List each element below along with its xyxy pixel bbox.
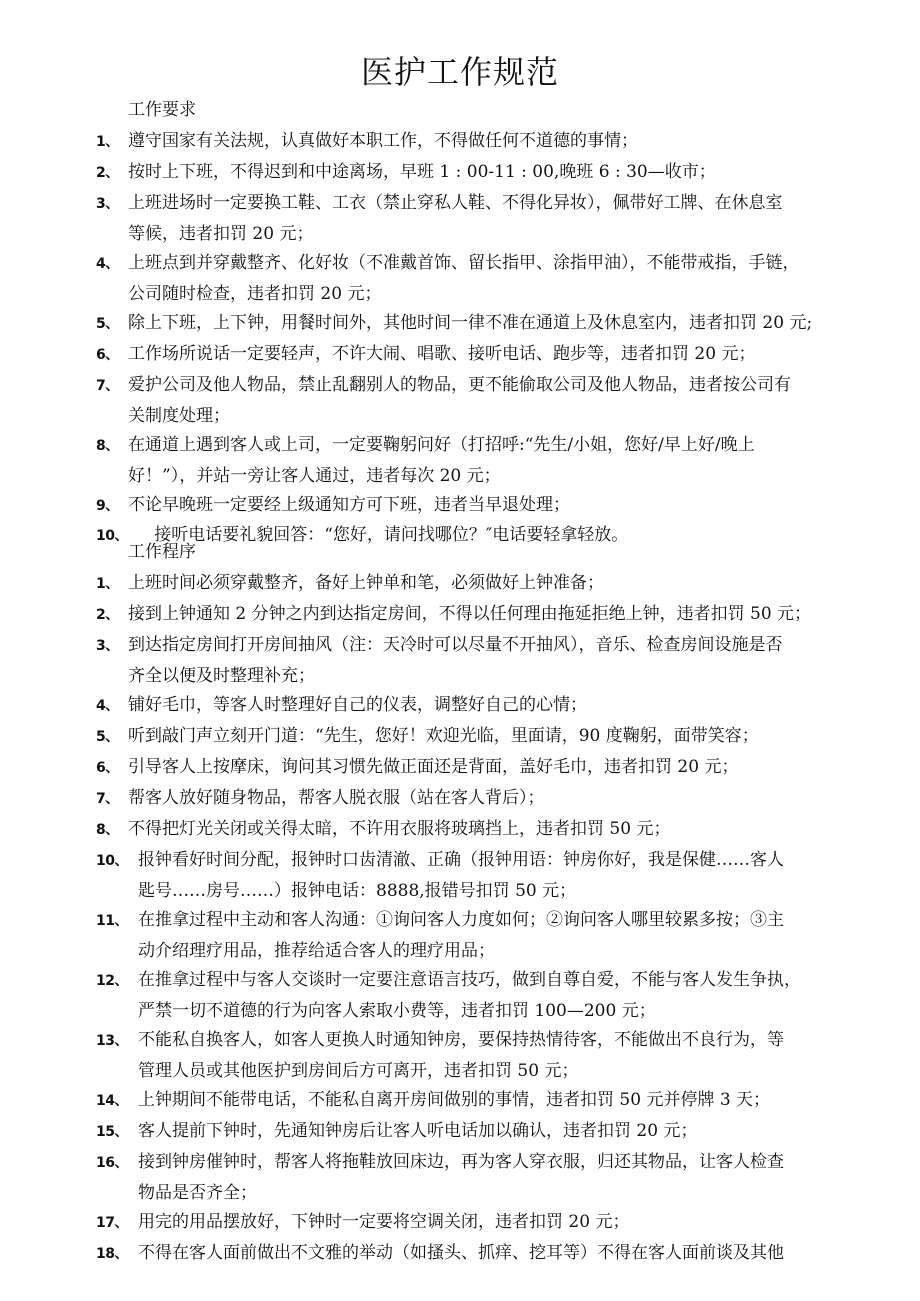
list-item-number: 12、 (96, 973, 128, 989)
list-item-line (96, 1147, 866, 1178)
list-item-line (96, 996, 866, 1027)
list-item (96, 845, 866, 907)
list-item-text: 等候，违者扣罚 20 元； (128, 224, 314, 244)
list-item-text: 工作场所说话一定要轻声，不许大闹、唱歌、接听电话、跑步等，违者扣罚 20 元； (128, 344, 756, 364)
list-item-text: 严禁一切不道德的行为向客人索取小费等，违者扣罚 100—200 元； (138, 1001, 656, 1021)
list-item-line (96, 876, 866, 907)
list-item (96, 126, 866, 157)
list-item-number: 16、 (96, 1155, 128, 1171)
list-item (96, 248, 866, 310)
list-item-text: 遵守国家有关法规，认真做好本职工作，不得做任何不道德的事情； (128, 131, 638, 151)
list-item (96, 630, 866, 692)
list-item-text: 除上下班，上下钟，用餐时间外，其他时间一律不准在通道上及休息室内，违者扣罚 20 元; (128, 313, 813, 333)
list-item-line (96, 430, 866, 461)
list-item-number: 13、 (96, 1033, 128, 1049)
list-item-line (96, 520, 866, 551)
list-item (96, 814, 866, 845)
list-item (96, 1116, 866, 1147)
list-item-number: 3、 (96, 638, 119, 654)
list-item-number: 15、 (96, 1124, 128, 1140)
list-item-line (96, 845, 866, 876)
list-item-text: 接到上钟通知 2 分钟之内到达指定房间，不得以任何理由拖延拒绝上钟，违者扣罚 50 元； (128, 604, 812, 624)
list-item-text: 引导客人上按摩床，询问其习惯先做正面还是背面，盖好毛巾，违者扣罚 20 元； (128, 757, 739, 777)
list-item-line (96, 1116, 866, 1147)
list-item-text: 不得把灯光关闭或关得太暗，不许用衣服将玻璃挡上，违者扣罚 50 元； (128, 819, 671, 839)
list-item-line (96, 965, 866, 996)
list-item-text: 接听电话要礼貌回答：“您好，请问找哪位？″电话要轻拿轻放。 (138, 525, 629, 545)
list-item (96, 520, 866, 551)
list-item-line (96, 157, 866, 188)
list-item-number: 6、 (96, 347, 119, 363)
list-item-line (96, 339, 866, 370)
list-item-number: 11、 (96, 913, 128, 929)
list-item-text: 帮客人放好随身物品，帮客人脱衣服（站在客人背后）； (128, 788, 545, 808)
list-item (96, 752, 866, 783)
list-item-text: 到达指定房间打开房间抽风（注：天冷时可以尽量不开抽风），音乐、检查房间设施是否 (128, 635, 783, 655)
list-item-text: 不论早晚班一定要经上级通知方可下班，违者当早退处理； (128, 495, 570, 515)
list-item-number: 8、 (96, 822, 119, 838)
list-item-text: 齐全以便及时整理补充； (128, 666, 315, 686)
list-item-line (96, 279, 866, 310)
list-item-number: 4、 (96, 698, 119, 714)
list-item (96, 188, 866, 250)
list-item-number: 18、 (96, 1246, 128, 1262)
list-item (96, 490, 866, 521)
list-item-line (96, 1085, 866, 1116)
list-item (96, 690, 866, 721)
list-item (96, 965, 866, 1027)
list-item (96, 370, 866, 432)
list-item-line (96, 721, 866, 752)
list-item-line (96, 905, 866, 936)
list-item-text: 爱护公司及他人物品，禁止乱翻别人的物品，更不能偷取公司及他人物品，违者按公司有 (128, 375, 791, 395)
list-item-number: 8、 (96, 438, 119, 454)
list-item-line (96, 188, 866, 219)
list-item (96, 157, 866, 188)
list-item-line (96, 370, 866, 401)
list-item-line (96, 568, 866, 599)
list-item (96, 1025, 866, 1087)
list-item-text: 上班进场时一定要换工鞋、工衣（禁止穿私人鞋、不得化异妆），佩带好工牌、在休息室 (128, 193, 783, 213)
list-item (96, 1085, 866, 1116)
list-item-line (96, 783, 866, 814)
list-item-number: 5、 (96, 729, 119, 745)
list-item-text: 上班时间必须穿戴整齐，备好上钟单和笔，必须做好上钟准备； (128, 573, 604, 593)
list-item-number: 2、 (96, 607, 119, 623)
list-item-line (96, 599, 866, 630)
list-item-number: 5、 (96, 316, 119, 332)
list-item-text: 接到钟房催钟时，帮客人将拖鞋放回床边，再为客人穿衣服，归还其物品，让客人检查 (138, 1152, 784, 1172)
list-item-line (96, 126, 866, 157)
list-item (96, 1207, 866, 1238)
list-item-text: 动介绍理疗用品，推荐给适合客人的理疗用品； (138, 941, 495, 961)
list-item-text: 匙号……房号……）报钟电话：8888,报错号扣罚 50 元； (138, 881, 577, 901)
list-item-text: 客人提前下钟时，先通知钟房后让客人听电话加以确认，违者扣罚 20 元； (138, 1121, 698, 1141)
list-item-number: 9、 (96, 498, 119, 514)
list-item-text: 在推拿过程中主动和客人沟通：①询问客人力度如何；②询问客人哪里较累多按；③主 (138, 910, 784, 930)
list-item-text: 管理人员或其他医护到房间后方可离开，违者扣罚 50 元； (138, 1061, 579, 1081)
list-item-number: 10、 (96, 528, 128, 544)
list-item-text: 用完的用品摆放好，下钟时一定要将空调关闭，违者扣罚 20 元； (138, 1212, 630, 1232)
list-item-line (96, 490, 866, 521)
list-item-text: 不能私自换客人，如客人更换人时通知钟房，要保持热情待客，不能做出不良行为，等 (138, 1030, 784, 1050)
list-item-line (96, 461, 866, 492)
list-item-number: 14、 (96, 1093, 128, 1109)
section-heading: 工作要求 (128, 100, 196, 120)
list-item-text: 物品是否齐全； (138, 1183, 257, 1203)
list-item-line (96, 1178, 866, 1209)
list-item-line (96, 661, 866, 692)
list-item-number: 6、 (96, 760, 119, 776)
section-heading: 工作程序 (128, 542, 196, 562)
list-item-number: 1、 (96, 134, 119, 150)
list-item (96, 721, 866, 752)
list-item-line (96, 752, 866, 783)
list-item-number: 7、 (96, 378, 119, 394)
list-item-line (96, 308, 866, 339)
list-item-number: 10、 (96, 853, 128, 869)
list-item-text: 报钟看好时间分配，报钟时口齿清澈、正确（报钟用语：钟房你好，我是保健……客人 (138, 850, 784, 870)
list-item (96, 783, 866, 814)
list-item (96, 339, 866, 370)
list-item (96, 905, 866, 967)
list-item-text: 按时上下班，不得迟到和中途离场，早班 1 : 00-11 : 00,晚班 6 : 30—收市； (128, 162, 716, 182)
list-item (96, 568, 866, 599)
list-item-text: 上班点到并穿戴整齐、化好妆（不准戴首饰、留长指甲、涂指甲油），不能带戒指，手链， (128, 253, 800, 273)
list-item-line (96, 936, 866, 967)
list-item-text: 公司随时检查，违者扣罚 20 元； (128, 284, 382, 304)
list-item-text: 关制度处理； (128, 406, 230, 426)
list-item (96, 599, 866, 630)
list-item-number: 4、 (96, 256, 119, 272)
list-item-text: 在推拿过程中与客人交谈时一定要注意语言技巧，做到自尊自爱，不能与客人发生争执， (138, 970, 801, 990)
list-item-text: 不得在客人面前做出不文雅的举动（如搔头、抓痒、挖耳等）不得在客人面前谈及其他 (138, 1243, 784, 1263)
list-item-line (96, 219, 866, 250)
list-item-line (96, 814, 866, 845)
list-item (96, 1147, 866, 1209)
list-item-line (96, 1207, 866, 1238)
list-item (96, 1238, 866, 1269)
list-item-number: 7、 (96, 791, 119, 807)
list-item-text: 听到敲门声立刻开门道：“先生，您好！欢迎光临，里面请，90 度鞠躬，面带笑容； (128, 726, 759, 746)
list-item-text: 在通道上遇到客人或上司，一定要鞠躬问好（打招呼:“先生/小姐，您好/早上好/晚上 (128, 435, 755, 455)
list-item-line (96, 1238, 866, 1269)
list-item-line (96, 630, 866, 661)
list-item-text: 好！”），并站一旁让客人通过，违者每次 20 元； (128, 466, 501, 486)
list-item-number: 2、 (96, 165, 119, 181)
list-item-line (96, 1056, 866, 1087)
list-item (96, 430, 866, 492)
list-item-number: 17、 (96, 1215, 128, 1231)
list-item-line (96, 248, 866, 279)
list-item-line (96, 690, 866, 721)
list-item (96, 308, 866, 339)
document-title: 医护工作规范 (360, 53, 559, 91)
list-item-text: 上钟期间不能带电话，不能私自离开房间做别的事情，违者扣罚 50 元并停牌 3 天； (138, 1090, 771, 1110)
list-item-number: 1、 (96, 576, 119, 592)
list-item-line (96, 401, 866, 432)
list-item-line (96, 1025, 866, 1056)
list-item-number: 3、 (96, 196, 119, 212)
list-item-text: 铺好毛巾，等客人时整理好自己的仪表，调整好自己的心情； (128, 695, 587, 715)
